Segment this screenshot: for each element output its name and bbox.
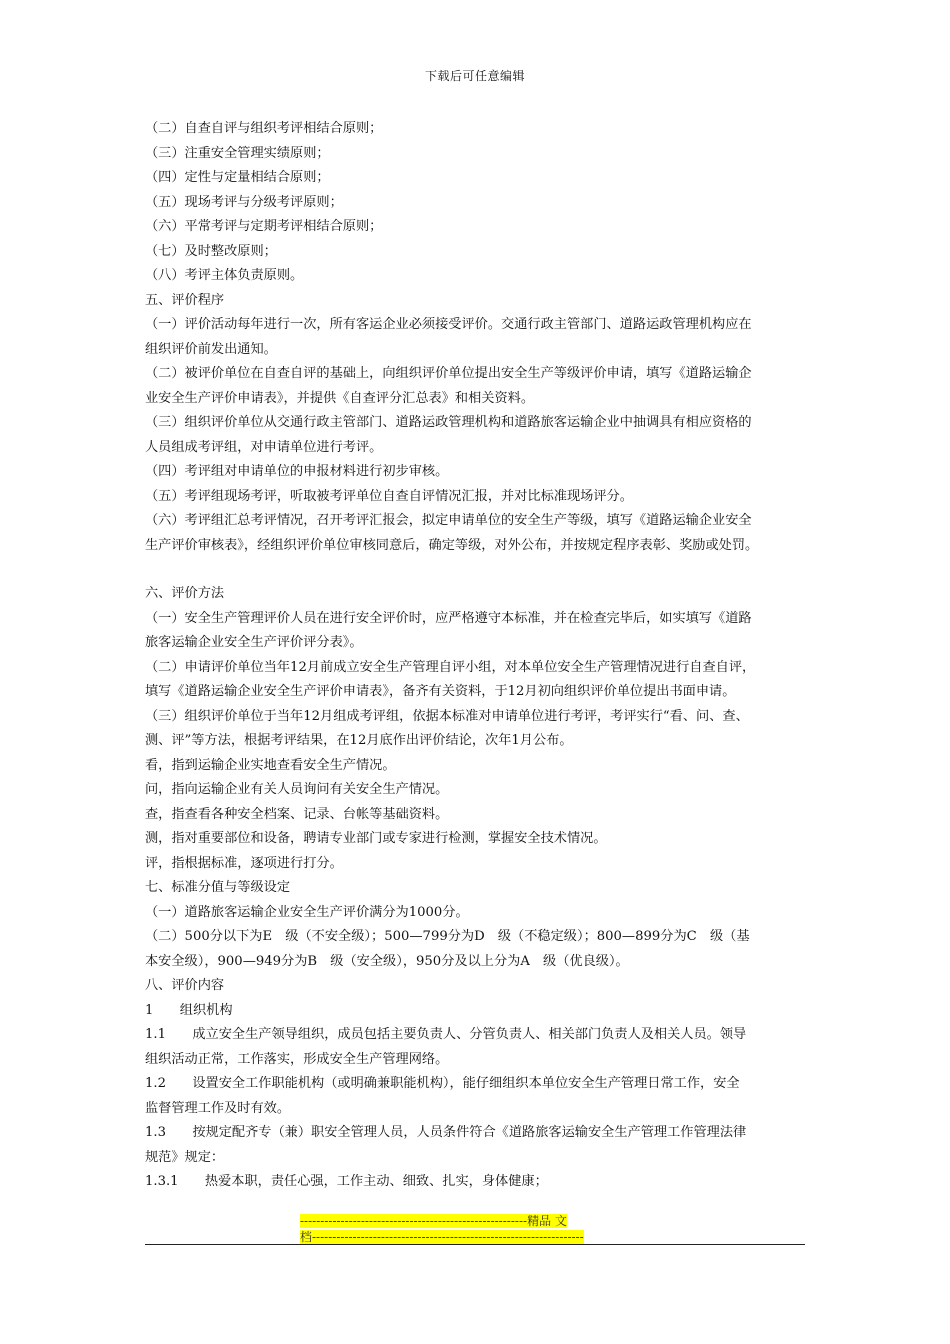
text-line: 本安全级），900—949分为B 级（安全级），950分及以上分为A 级（优良级）。 xyxy=(145,953,629,969)
document-body xyxy=(145,117,813,1195)
text-line: （一）安全生产管理评价人员在进行安全评价时，应严格遵守本标准，并在检查完毕后，如实填写《道路 xyxy=(145,610,752,626)
text-line: 生产评价审核表》，经组织评价单位审核同意后，确定等级，对外公布，并按规定程序表彰、奖励或处罚。 xyxy=(145,537,759,553)
text-line: 1.2 设置安全工作职能机构（或明确兼职能机构），能仔细组织本单位安全生产管理日常工作，安全 xyxy=(145,1076,740,1091)
text-line: （三）注重安全管理实绩原则； xyxy=(145,145,330,161)
text-line: （五）现场考评与分级考评原则； xyxy=(145,194,343,210)
text-line: （三）组织评价单位从交通行政主管部门、道路运政管理机构和道路旅客运输企业中抽调具有相应资格的 xyxy=(145,415,752,430)
text-line: （五）考评组现场考评，听取被考评单位自查自评情况汇报，并对比标准现场评分。 xyxy=(145,488,633,504)
text-line: （四）考评组对申请单位的申报材料进行初步审核。 xyxy=(145,464,449,479)
paragraph-gap xyxy=(145,558,813,582)
text-line: （一）道路旅客运输企业安全生产评价满分为1000分。 xyxy=(145,904,469,920)
text-line: （一）评价活动每年进行一次，所有客运企业必须接受评价。交通行政主管部门、道路运政管理机构应在 xyxy=(145,317,752,332)
text-line: 1.3.1 热爱本职，责任心强，工作主动、细致、扎实，身体健康； xyxy=(145,1174,548,1189)
text-line: 1 组织机构 xyxy=(145,1002,233,1018)
text-line: 组织评价前发出通知。 xyxy=(145,341,277,357)
text-line: 组织活动正常，工作落实，形成安全生产管理网络。 xyxy=(145,1051,449,1067)
text-line: 看，指到运输企业实地查看安全生产情况。 xyxy=(145,757,396,773)
text-line: （七）及时整改原则； xyxy=(145,243,277,259)
text-line: 填写《道路运输企业安全生产评价申请表》，备齐有关资料，于12月初向组织评价单位提出书面申请。 xyxy=(145,684,736,699)
text-line: 测，指对重要部位和设备，聘请专业部门或专家进行检测，掌握安全技术情况。 xyxy=(145,831,607,846)
text-line: 旅客运输企业安全生产评价评分表》。 xyxy=(145,635,363,650)
text-line: 1.1 成立安全生产领导组织，成员包括主要负责人、分管负责人、相关部门负责人及相关人员。领导 xyxy=(145,1027,747,1042)
footer-line-2: 档------------------------------------------------------------------- xyxy=(300,1230,584,1244)
text-line: （二）500分以下为E 级（不安全级）；500—799分为D 级（不稳定级）；800—899分为C 级（基 xyxy=(145,929,750,944)
text-line: 评，指根据标准，逐项进行打分。 xyxy=(145,855,343,871)
text-line: 监督管理工作及时有效。 xyxy=(145,1100,291,1116)
text-line: （八）考评主体负责原则。 xyxy=(145,268,304,283)
text-line: 人员组成考评组，对申请单位进行考评。 xyxy=(145,439,383,455)
text-line: 六、评价方法 xyxy=(145,586,225,601)
text-line: 测、评”等方法，根据考评结果，在12月底作出评价结论，次年1月公布。 xyxy=(145,733,573,748)
text-line: （六）平常考评与定期考评相结合原则； xyxy=(145,219,383,234)
text-line: 八、评价内容 xyxy=(145,978,225,993)
text-line: 查，指查看各种安全档案、记录、台帐等基础资料。 xyxy=(145,806,449,822)
text-line: 五、评价程序 xyxy=(145,292,225,308)
text-line: （二）自查自评与组织考评相结合原则； xyxy=(145,121,383,136)
text-line: （二）申请评价单位当年12月前成立安全生产管理自评小组，对本单位安全生产管理情况进行自查自评， xyxy=(145,659,756,675)
footer-divider xyxy=(145,1244,805,1245)
text-line: 业安全生产评价申请表》，并提供《自查评分汇总表》和相关资料。 xyxy=(145,390,535,406)
text-line: 1.3 按规定配齐专（兼）职安全管理人员，人员条件符合《道路旅客运输安全生产管理工作管理法律 xyxy=(145,1125,747,1140)
footer-watermark xyxy=(300,1213,640,1245)
text-line: 规范》规定： xyxy=(145,1149,225,1165)
text-line: 问，指向运输企业有关人员询问有关安全生产情况。 xyxy=(145,782,449,797)
footer-line-1: --------------------------------------------------------精品 文 xyxy=(300,1214,567,1228)
text-line: 七、标准分值与等级设定 xyxy=(145,880,291,895)
text-line: （三）组织评价单位于当年12月组成考评组，依据本标准对申请单位进行考评，考评实行“看、问、查、 xyxy=(145,708,749,724)
text-line: （二）被评价单位在自查自评的基础上，向组织评价单位提出安全生产等级评价申请，填写《道路运输企 xyxy=(145,366,752,381)
text-line: （六）考评组汇总考评情况，召开考评汇报会，拟定申请单位的安全生产等级，填写《道路运输企业安全 xyxy=(145,513,752,528)
text-line: （四）定性与定量相结合原则； xyxy=(145,170,330,185)
page-header: 下载后可任意编辑 xyxy=(424,69,525,83)
